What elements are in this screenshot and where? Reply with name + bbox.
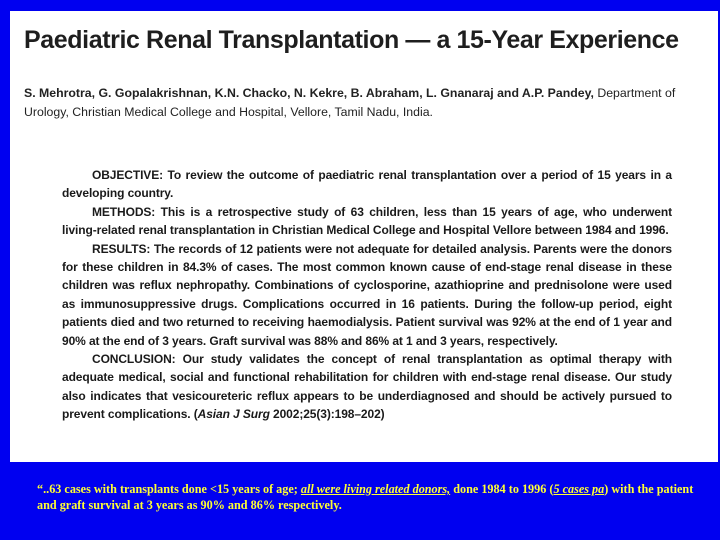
summary-quote [37,481,707,513]
journal-name: Asian J Surg [197,407,270,422]
article-page [10,11,718,462]
quote-underlined-donors: all were living related donors, [300,482,451,496]
abstract-objective: OBJECTIVE: To review the outcome of paediatric renal transplantation over a period of 15 years in a developing country. [62,168,672,201]
author-affiliation: Department of Urology, Christian Medical College and Hospital, Vellore, Tamil Nadu, India. [24,86,676,119]
journal-reference: 2002;25(3):198–202) [269,407,385,422]
article-title: Paediatric Renal Transplantation — a 15-Year Experience [24,26,679,54]
abstract [62,166,672,424]
author-names: S. Mehrotra, G. Gopalakrishnan, K.N. Chacko, N. Kekre, B. Abraham, L. Gnanaraj and A.P. Pandey, [24,86,594,100]
conclusion-text: CONCLUSION: Our study validates the concept of renal transplantation as optimal therapy with adequate medical, social and functional rehabilitation for children with end-stage renal disease. Our study also indicates that vesicoureteric reflux appears to be underdiagnosed and should be actively pursued to prevent complications. ( [62,352,672,422]
quote-part-2: done 1984 to 1996 ( [450,482,554,496]
author-line [24,84,714,122]
quote-part-1: “..63 cases with transplants done <15 years of age; [37,482,301,496]
abstract-results: RESULTS: The records of 12 patients were not adequate for detailed analysis. Parents were the donors for these children in 84.3% of cases. The most common known cause of end-stage renal disease in these children was reflux nephropathy. Combinations of cyclosporine, azathioprine and prednisolone were used as immunosuppressive drugs. Complications occurred in 16 patients. During the follow-up period, eight patients died and two returned to receiving haemodialysis. Patient survival was 92% at the end of 1 year and 90% at the end of 3 years. Graft survival was 88% and 86% at 1 and 3 years, respectively. [62,241,672,348]
abstract-methods: METHODS: This is a retrospective study of 63 children, less than 15 years of age, who underwent living-related renal transplantation in Christian Medical College and Hospital Vellore between 1984 and 1996. [62,204,672,238]
quote-part-3: ) with the patient and graft survival at 3 years as 90% and 86% respectively. [37,482,694,512]
abstract-conclusion [62,350,672,424]
quote-underlined-cases: 5 cases pa [553,482,605,496]
